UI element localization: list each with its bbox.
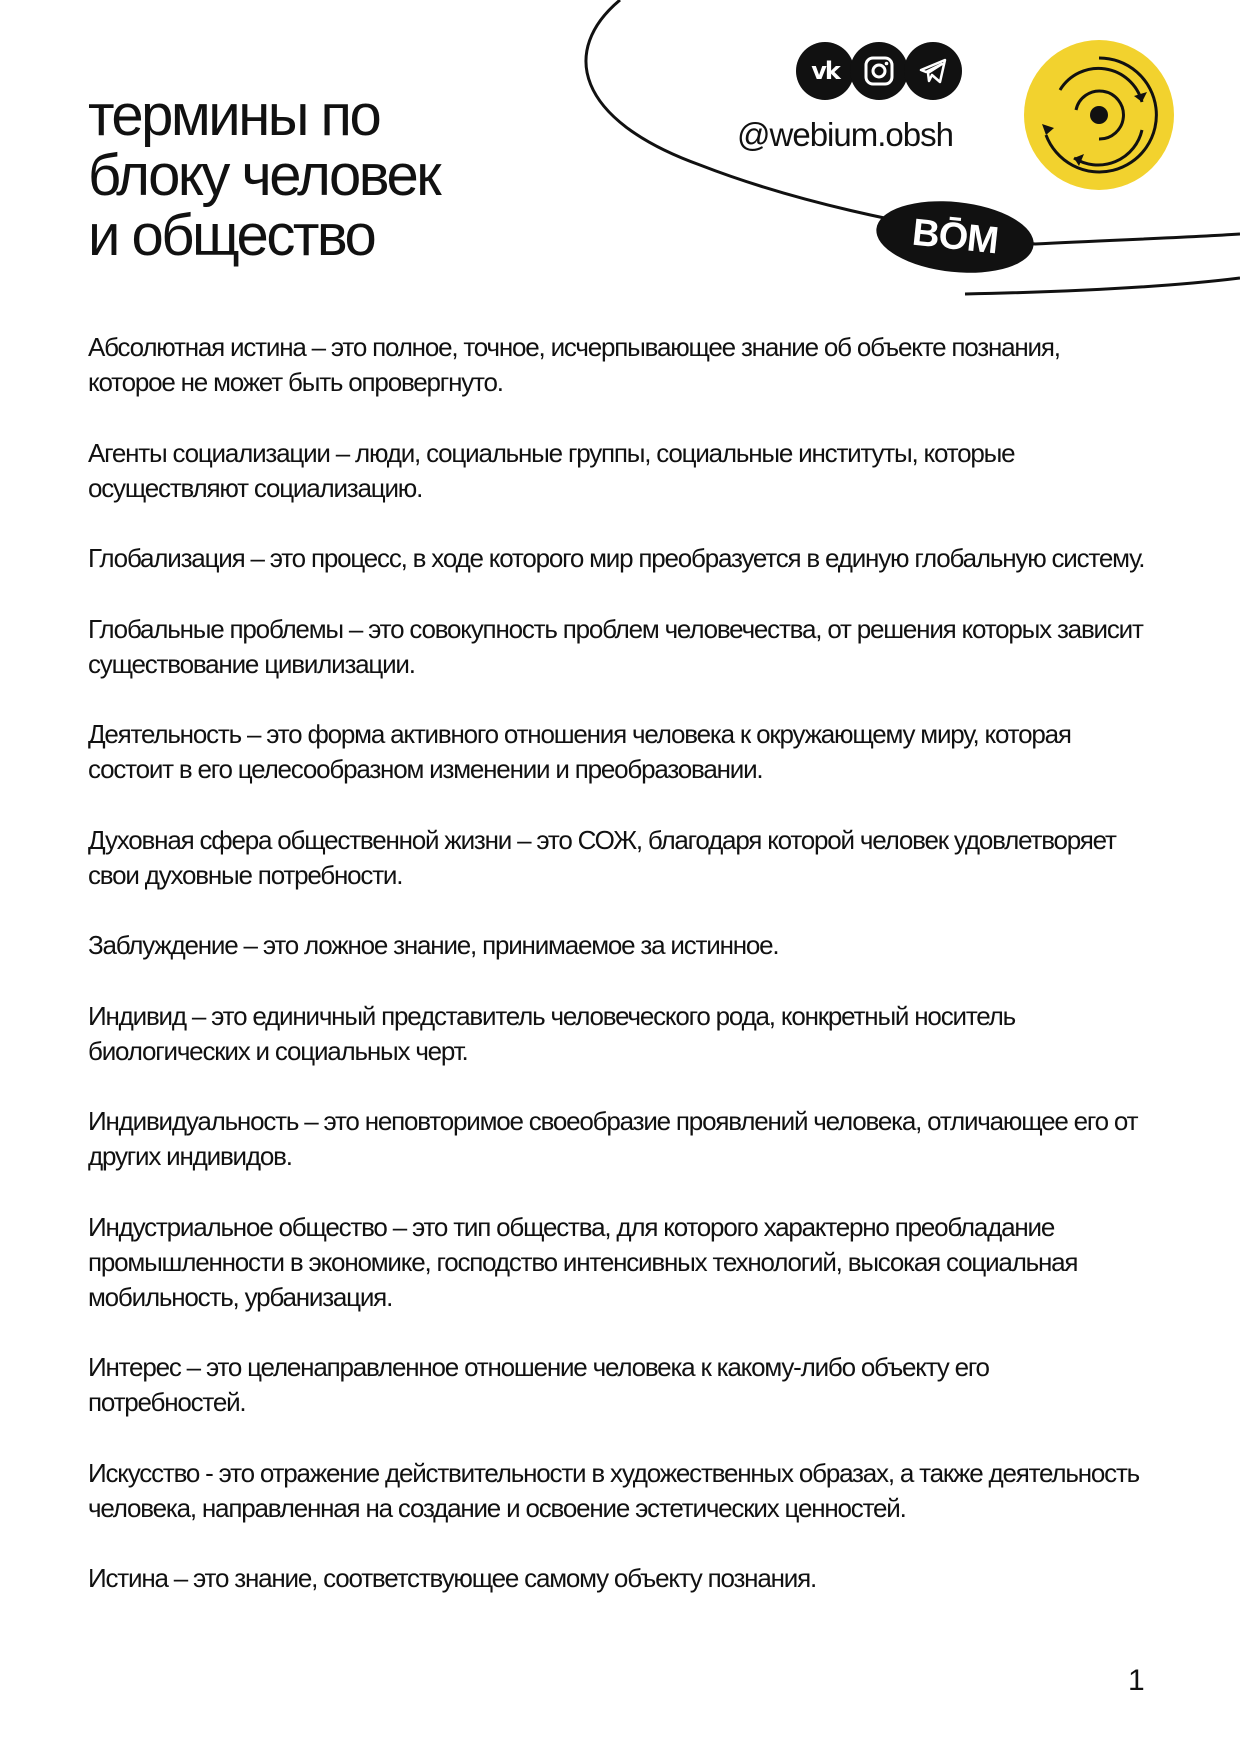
term-item: Духовная сфера общественной жизни – это СОЖ, благодаря которой человек удовлетворяет свои духовные потребности. xyxy=(88,824,1116,890)
webium-logo-icon xyxy=(1024,40,1174,190)
term-item: Индустриальное общество – это тип общества, для которого характерно преобладание промышленности в экономике, господство интенсивных технологий, высокая социальная мобильность, урбанизация. xyxy=(88,1211,1078,1312)
vk-icon[interactable] xyxy=(796,42,854,100)
instagram-icon[interactable] xyxy=(850,42,908,100)
term-item: Глобальные проблемы – это совокупность проблем человечества, от решения которых зависит существование цивилизации. xyxy=(88,613,1143,679)
social-handle[interactable]: @webium.obsh xyxy=(737,116,953,153)
term-item: Деятельность – это форма активного отношения человека к окружающему миру, которая состоит в его целесообразном изменении и преобразовании. xyxy=(88,719,1071,784)
term-item: Индивид – это единичный представитель человеческого рода, конкретный носитель биологических и социальных черт. xyxy=(88,1000,1015,1066)
vk-icon-label: vk xyxy=(811,57,839,85)
page-title xyxy=(88,83,440,268)
page-number: 1 xyxy=(1128,1664,1145,1697)
title-line: и общество xyxy=(88,203,375,268)
term-item: Истина – это знание, соответствующее самому объекту познания. xyxy=(88,1563,816,1593)
term-item: Искусство - это отражение действительности в художественных образах, а также деятельность человека, направленная на создание и освоение эстетических ценностей. xyxy=(88,1457,1140,1523)
term-item: Интерес – это целенаправленное отношение человека к какому-либо объекту его потребностей. xyxy=(88,1352,989,1417)
title-line: блоку человек xyxy=(88,143,440,208)
term-item: Глобализация – это процесс, в ходе которого мир преобразуется в единую глобальную систему. xyxy=(88,543,1145,573)
telegram-glyph xyxy=(916,54,950,88)
title-line: термины по xyxy=(88,83,380,148)
term-item: Агенты социализации – люди, социальные группы, социальные институты, которые осуществляют социализацию. xyxy=(88,437,1015,503)
social-links xyxy=(796,42,966,102)
terms-list xyxy=(88,330,1148,1632)
instagram-glyph xyxy=(862,54,896,88)
term-item: Индивидуальность – это неповторимое своеобразие проявлений человека, отличающее его от других индивидов. xyxy=(88,1106,1138,1171)
telegram-icon[interactable] xyxy=(904,42,962,100)
term-item: Заблуждение – это ложное знание, принимаемое за истинное. xyxy=(88,930,779,960)
vom-badge-text: ВŌМ xyxy=(910,211,1000,262)
term-item: Абсолютная истина – это полное, точное, исчерпывающее знание об объекте познания, которое не может быть опровергнуто. xyxy=(88,332,1060,397)
